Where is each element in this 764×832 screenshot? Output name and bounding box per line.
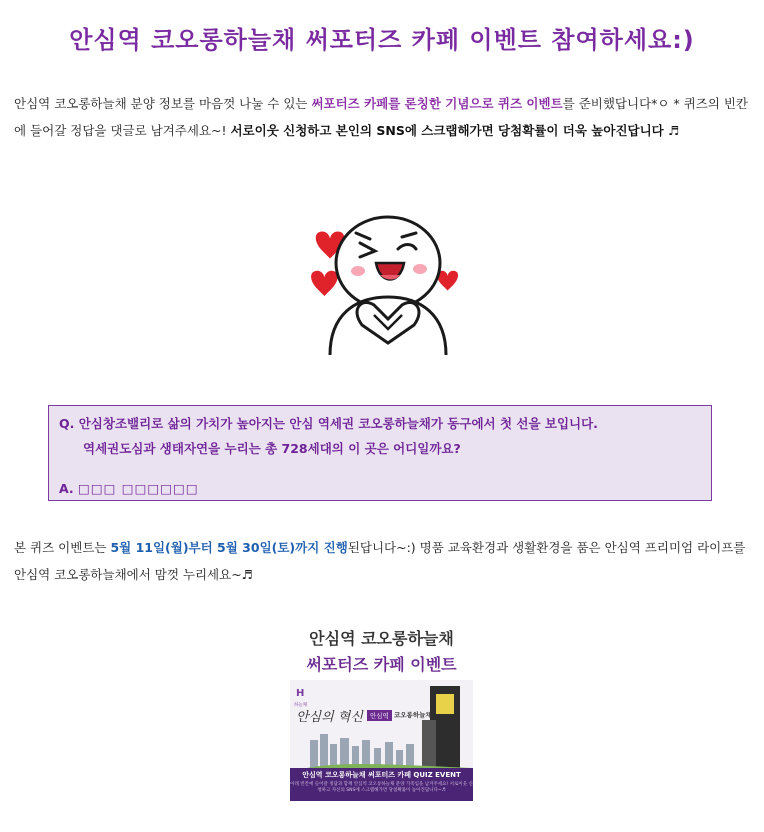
intro-text-2: 를 준비했답니다*ㅇ * 퀴즈의 빈칸에 들어갈 정답을 댓글로 남겨주세요~! (14, 96, 749, 138)
poster-pill: 안심역 (367, 710, 392, 721)
poster-title-line-1: 안심역 코오롱하늘채 (309, 629, 454, 648)
poster-band-text: 안심역 코오롱하늘채 써포터즈 카페 QUIZ EVENT (302, 771, 461, 779)
intro-highlight-1: 써포터즈 카페를 론칭한 기념으로 퀴즈 이벤트 (311, 96, 563, 111)
quiz-answer (59, 481, 199, 496)
intro-paragraph (14, 90, 752, 144)
poster-script-text: 안심의 혁신 (296, 710, 363, 725)
event-period: 5월 11일(월)부터 5월 30일(토)까지 진행 (110, 540, 348, 555)
quiz-box (48, 405, 712, 501)
heart-icon (437, 271, 458, 291)
poster-band-subtext: 아래 빈칸에 들어갈 정답과 함께 안심역 코오롱하늘채 분양 가족임을 남겨주세요! 서로이웃 신청하고 자신의 SNS에 스크랩해가면 당첨확률이 높아진답니다~♬ (290, 782, 473, 793)
heart-icon (311, 271, 338, 296)
event-text-1: 본 퀴즈 이벤트는 (14, 540, 111, 555)
intro-text-1: 안심역 코오롱하늘채 분양 정보를 마음껏 나눌 수 있는 (14, 96, 312, 111)
line-character-image (300, 205, 470, 355)
poster-logo: H (296, 688, 305, 699)
poster-logo-sub: 하늘채 (294, 703, 308, 708)
event-paragraph (14, 534, 752, 588)
quiz-answer-label: A. (59, 481, 74, 496)
poster-title-line-2: 써포터즈 카페 이벤트 (306, 655, 457, 674)
poster-pill-2: 코오롱하늘채 (394, 711, 432, 719)
event-poster-image (290, 618, 473, 801)
quiz-question-line-1: Q. 안심창조밸리로 삶의 가치가 높아지는 안심 역세권 코오롱하늘채가 동구에서 첫 선을 보입니다. (59, 416, 598, 431)
quiz-question-line-2: 역세권도심과 생태자연을 누리는 총 728세대의 이 곳은 어디일까요? (83, 441, 461, 456)
page-title: 안심역 코오롱하늘채 써포터즈 카페 이벤트 참여하세요:) (69, 26, 695, 54)
event-text-2: 된답니다~:) 명품 교육환경과 생활환경을 품은 안심역 프리미엄 라이프를 안심역 코오롱하늘채에서 맘껏 누리세요~♬ (14, 540, 746, 582)
quiz-answer-blanks: □□□ □□□□□□ (78, 481, 199, 496)
intro-highlight-2: 서로이웃 신청하고 본인의 SNS에 스크랩해가면 당첨확률이 더욱 높아진답니다 ♬ (230, 123, 680, 138)
